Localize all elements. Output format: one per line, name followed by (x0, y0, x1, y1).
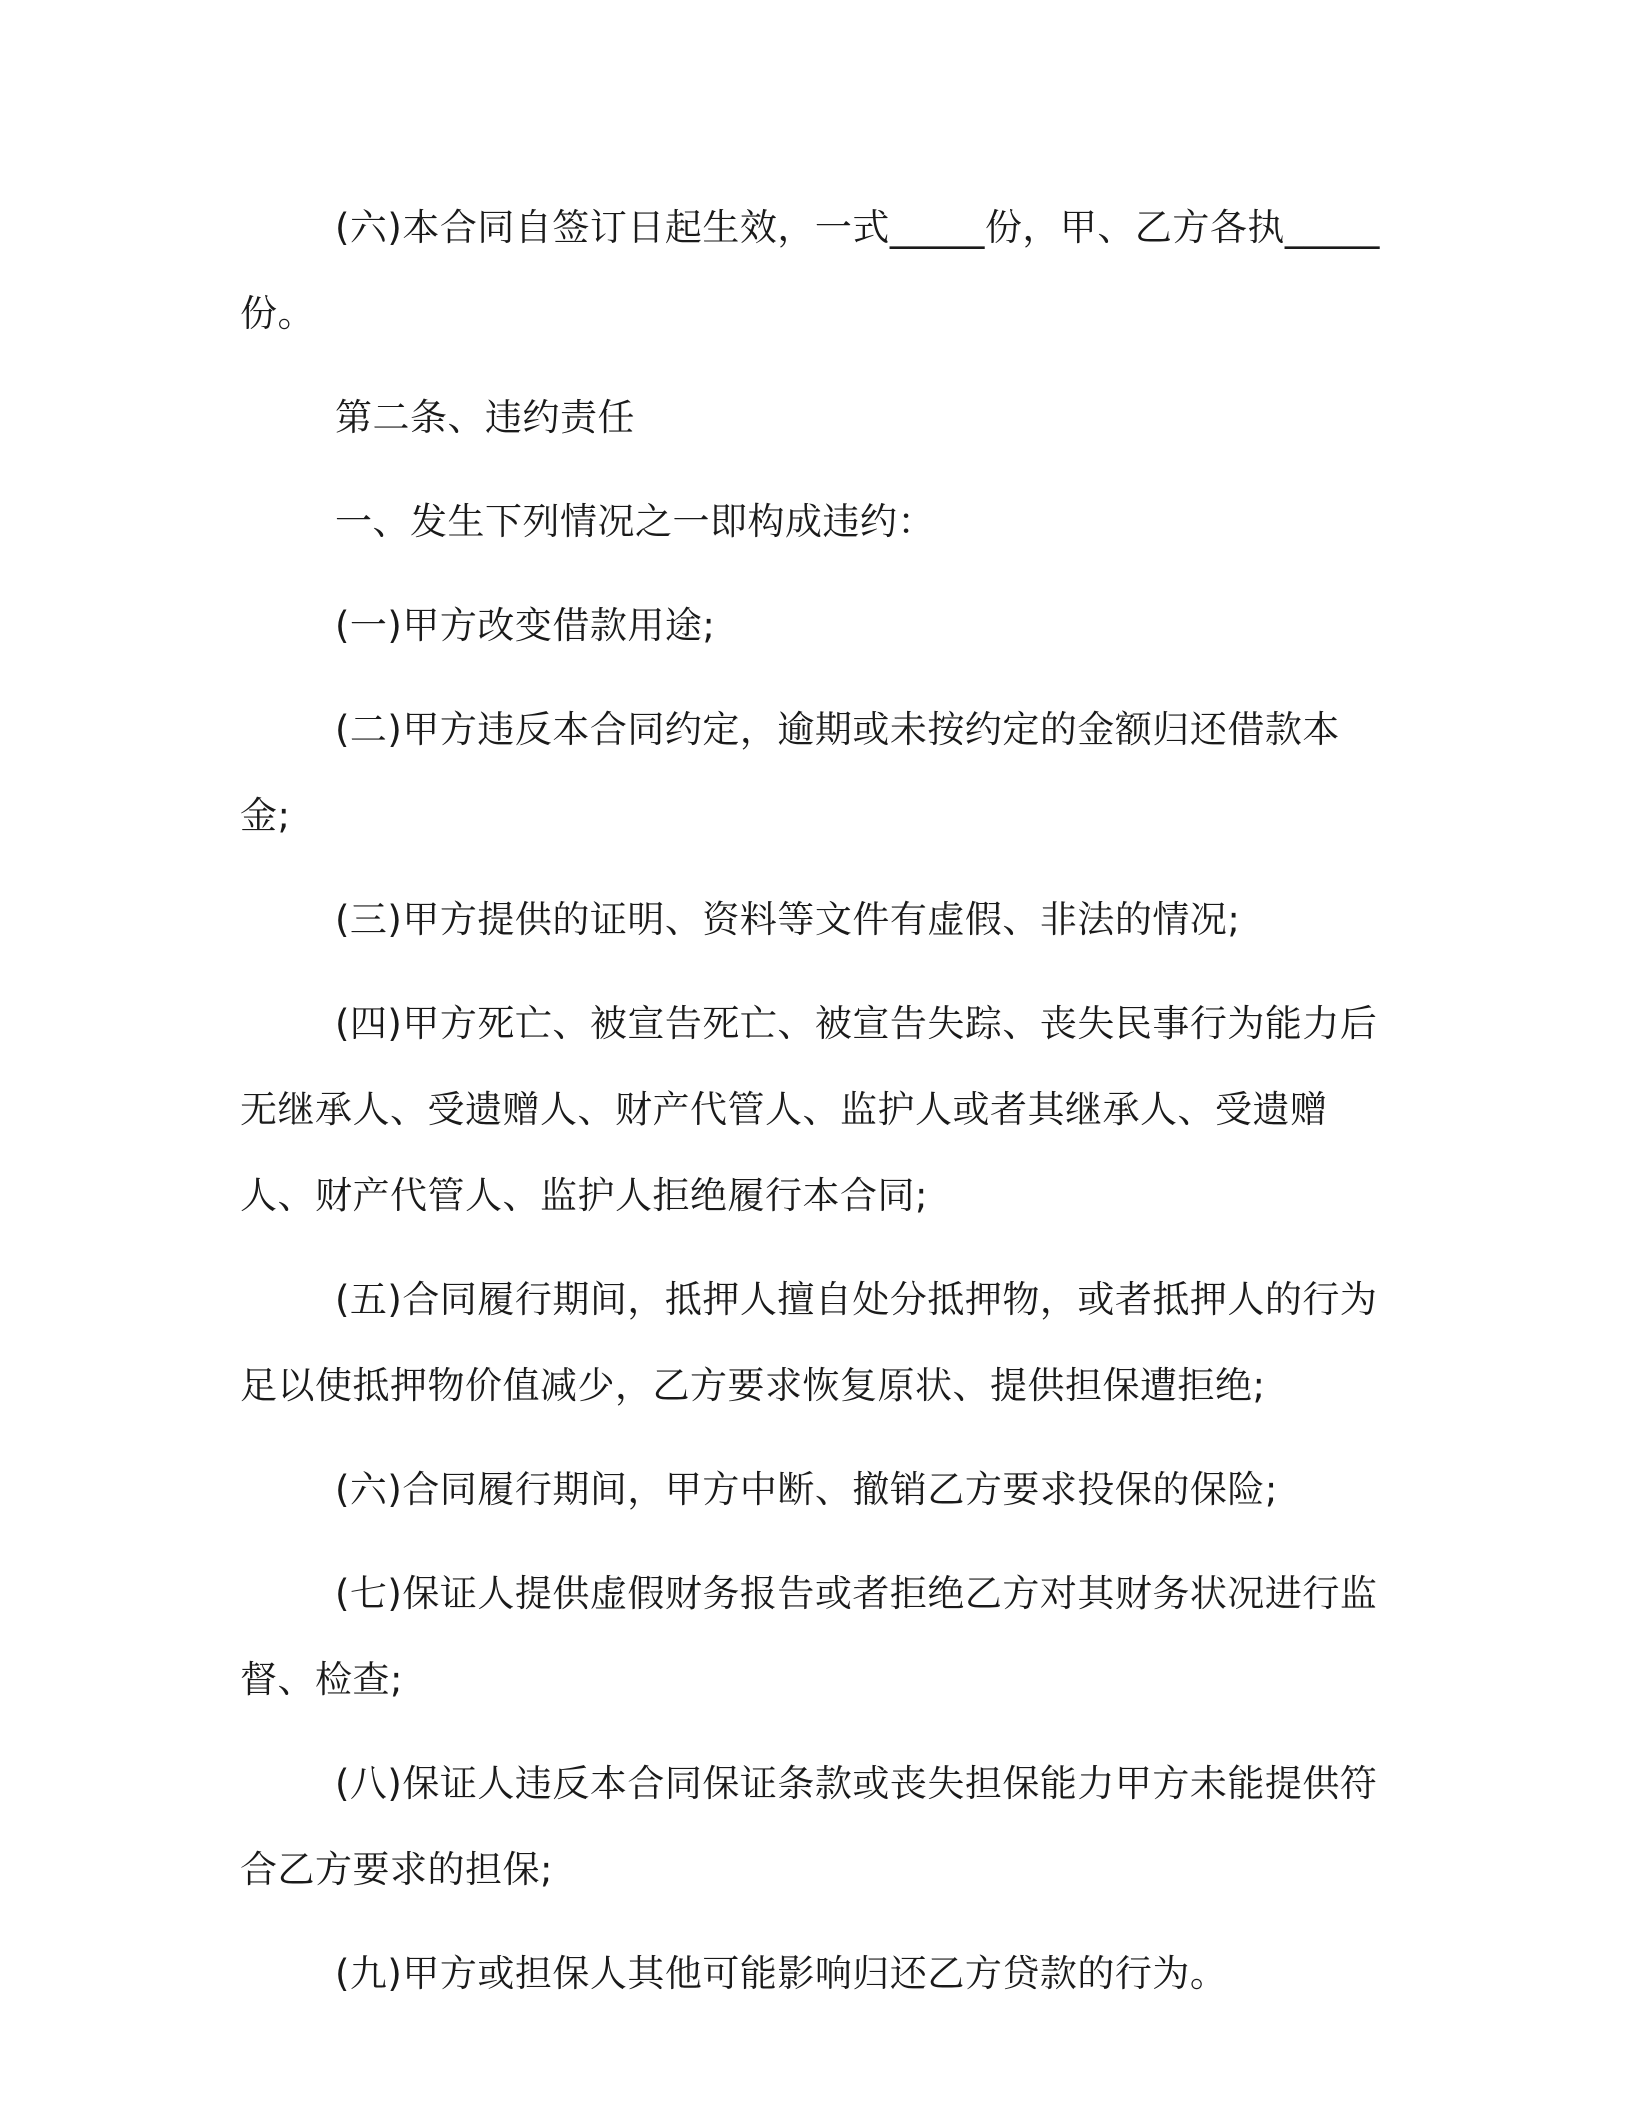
breach-item-6: (六)合同履行期间，甲方中断、撤销乙方要求投保的保险; (335, 1468, 1278, 1511)
breach-item-8: (八)保证人违反本合同保证条款或丧失担保能力甲方未能提供符合乙方要求的担保; (240, 1762, 1378, 1891)
document-body (240, 185, 1380, 2035)
breach-item-2: (二)甲方违反本合同约定，逾期或未按约定的金额归还借款本金; (240, 708, 1340, 837)
breach-item-1: (一)甲方改变借款用途; (335, 604, 716, 647)
breach-item-4: (四)甲方死亡、被宣告死亡、被宣告失踪、丧失民事行为能力后无继承人、受遗赠人、财产代管人、监护人或者其继承人、受遗赠人、财产代管人、监护人拒绝履行本合同; (240, 1002, 1378, 1217)
article-2-heading: 第二条、违约责任 (335, 396, 635, 439)
breach-item-5: (五)合同履行期间，抵押人擅自处分抵押物，或者抵押人的行为足以使抵押物价值减少，乙方要求恢复原状、提供担保遭拒绝; (240, 1278, 1378, 1407)
clause-6-effectiveness: (六)本合同自签订日起生效，一式_____份，甲、乙方各执_____份。 (240, 206, 1380, 335)
breach-item-7: (七)保证人提供虚假财务报告或者拒绝乙方对其财务状况进行监督、检查; (240, 1572, 1378, 1701)
breach-intro: 一、发生下列情况之一即构成违约： (335, 500, 935, 543)
breach-item-3: (三)甲方提供的证明、资料等文件有虚假、非法的情况; (335, 898, 1241, 941)
breach-item-9: (九)甲方或担保人其他可能影响归还乙方贷款的行为。 (335, 1952, 1228, 1995)
